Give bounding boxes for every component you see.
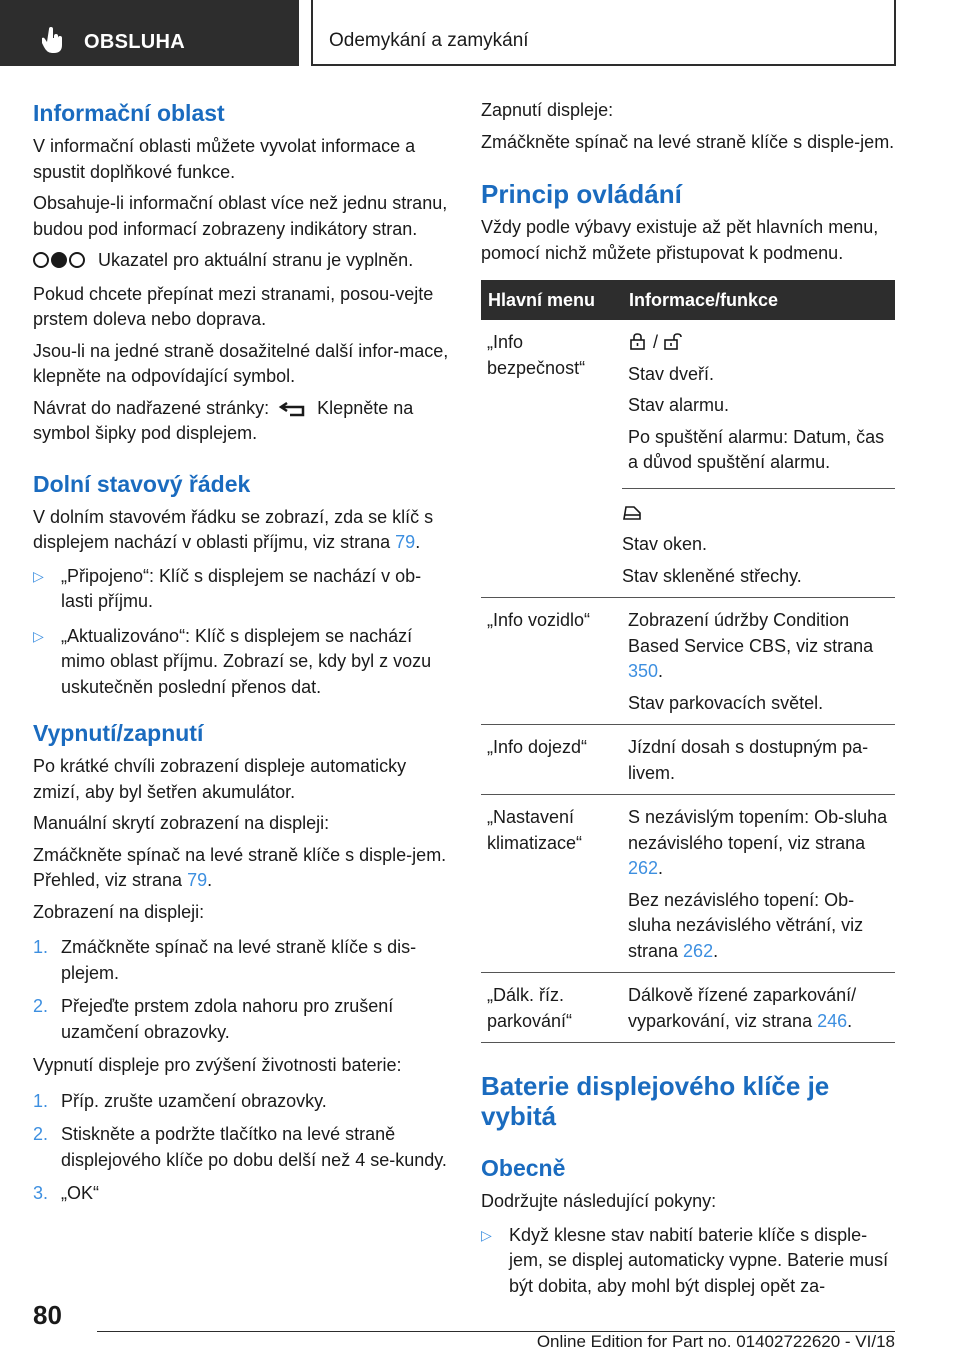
table-cell: / Stav dveří. Stav alarmu. Po spuštění alarmu: Datum, čas a důvod spuštění alarmu. Stav oken. Stav skleněné střechy. xyxy=(622,320,895,598)
table-cell: S nezávislým topením: Ob‐sluha nezávislého topení, viz strana 262. Bez nezávislého topení: Ob‐sluha nezávislého větrání, viz strana 262. xyxy=(622,795,895,973)
paragraph: Zmáčkněte spínač na levé straně klíče s disple‐jem. Přehled, viz strana 79. xyxy=(33,844,447,890)
table-cell xyxy=(622,725,895,795)
table-cell: „Nastavení klimatizace“ xyxy=(481,795,622,973)
list-item: 2. Přejeďte prstem zdola nahoru pro zrušení uzamčení obrazovky. xyxy=(33,996,394,1042)
page-link[interactable]: 350 xyxy=(628,661,659,681)
page-link[interactable]: 79 xyxy=(395,532,416,552)
paragraph: Obsahuje-li informační oblast více než jednu stranu, budou pod informací zobrazeny indikátory stran. xyxy=(33,193,448,239)
bullet-list xyxy=(481,1223,895,1300)
page-link[interactable]: 79 xyxy=(187,870,208,890)
table-cell: „Info vozidlo“ xyxy=(481,598,622,725)
heading-on-off: Vypnutí/zapnutí xyxy=(33,720,204,746)
table-row xyxy=(481,973,895,1043)
bullet-list xyxy=(33,564,453,701)
left-column xyxy=(33,98,453,1215)
paragraph: Pokud chcete přepínat mezi stranami, posou‐vejte prstem doleva nebo doprava. xyxy=(33,283,434,329)
back-arrow-icon xyxy=(278,401,308,417)
paragraph: Manuální skrytí zobrazení na displeji: xyxy=(33,813,330,833)
cell-text: Stav oken. xyxy=(622,534,708,554)
heading-battery: Baterie displejového klíče je vybitá xyxy=(481,1071,830,1131)
page-link[interactable]: 262 xyxy=(628,858,659,878)
table-cell: „Dálk. říz. parkování“ xyxy=(481,973,622,1043)
cell-text: Stav skleněné střechy. xyxy=(622,565,802,586)
table-row xyxy=(481,725,895,795)
back-text-2: Klepněte na symbol šipky pod displejem. xyxy=(33,397,414,443)
table-cell: Zobrazení údržby Condition Based Service CBS, viz strana 350. Stav parkovacích světel. xyxy=(622,598,895,725)
list-item: 1. Příp. zrušte uzamčení obrazovky. xyxy=(33,1090,327,1111)
list-item: ▷ „Připojeno“: Klíč s displejem se nachází v ob‐lasti příjmu. xyxy=(33,565,422,611)
paragraph xyxy=(33,396,453,447)
footer-edition: Online Edition for Part no. 01402722620 - VI/18 xyxy=(536,1332,895,1351)
cell-text: Jízdní dosah s dostupným pa‐livem. xyxy=(628,737,869,783)
table-row xyxy=(481,795,895,973)
list-item: 2. Stiskněte a podržte tlačítko na levé straně displejového klíče po dobu delší než 4 se‐kundy. xyxy=(33,1124,447,1170)
list-item: 1. Zmáčkněte spínač na levé straně klíče s dis‐plejem. xyxy=(33,937,417,983)
list-item: 3. „OK“ xyxy=(33,1183,99,1203)
paragraph: Zmáčkněte spínač na levé straně klíče s disple‐jem. xyxy=(481,131,895,152)
list-item: ▷ „Aktualizováno“: Klíč s displejem se nachází mimo oblast příjmu. Zobrazí se, kdy byl z vozu uskutečněn poslední přenos dat. xyxy=(33,625,432,697)
indicator-text: Ukazatel pro aktuální stranu je vyplněn. xyxy=(98,250,414,270)
paragraph: Vypnutí displeje pro zvýšení životnosti baterie: xyxy=(33,1055,402,1075)
table-row xyxy=(481,320,895,598)
paragraph: Dodržujte následující pokyny: xyxy=(481,1191,717,1211)
heading-principle: Princip ovládání xyxy=(481,179,682,209)
numbered-list xyxy=(33,935,453,1045)
paragraph: Po krátké chvíli zobrazení displeje automaticky zmizí, aby byl šetřen akumulátor. xyxy=(33,756,407,802)
cell-text: Stav dveří. xyxy=(628,363,715,384)
numbered-list xyxy=(33,1089,453,1207)
table-cell: „Info bezpečnost“ xyxy=(481,320,622,598)
paragraph: Zobrazení na displeji: xyxy=(33,901,205,922)
table-header: Hlavní menu xyxy=(481,280,622,320)
heading-info-area: Informační oblast xyxy=(33,100,225,126)
cell-text: Stav alarmu. xyxy=(628,395,730,415)
hand-icon xyxy=(42,27,64,53)
cell-text: Stav parkovacích světel. xyxy=(628,692,824,713)
section-title: OBSLUHA xyxy=(84,31,185,53)
paragraph xyxy=(33,248,453,276)
paragraph: V informační oblasti můžete vyvolat informace a spustit doplňkové funkce. xyxy=(33,136,416,182)
cell-text: Po spuštění alarmu: Datum, čas a důvod spuštění alarmu. xyxy=(628,426,885,472)
chapter-title: Odemykání a zamykání xyxy=(329,30,529,51)
lock-open-icon xyxy=(663,333,683,351)
paragraph: Zapnutí displeje: xyxy=(481,100,614,120)
list-item: ▷ Když klesne stav nabití baterie klíče s disple‐jem, se displej automaticky vypne. Baterie musí být dobita, aby mohl být displej opět za‐ xyxy=(481,1224,889,1296)
chapter-box xyxy=(311,0,896,66)
lock-closed-icon xyxy=(628,333,648,351)
table-row xyxy=(481,598,895,725)
paragraph: Jsou-li na jedné straně dosažitelné další infor‐mace, klepněte na odpovídající symbol. xyxy=(33,340,449,386)
heading-status-row: Dolní stavový řádek xyxy=(33,470,251,497)
table-cell: „Info dojezd“ xyxy=(481,725,622,795)
window-icon xyxy=(622,504,642,522)
page-number: 80 xyxy=(33,1300,62,1330)
sub-divider xyxy=(622,488,895,590)
table-header: Informace/funkce xyxy=(622,280,895,320)
paragraph: V dolním stavovém řádku se zobrazí, zda se klíč s displejem nachází v oblasti příjmu, viz strana 79. xyxy=(33,506,434,552)
paragraph: Vždy podle výbavy existuje až pět hlavních menu, pomocí nichž můžete přistupovat k podmenu. xyxy=(481,217,879,263)
back-text: Návrat do nadřazené stránky: xyxy=(33,397,270,418)
page-indicator-icon xyxy=(33,250,87,276)
section-tab xyxy=(0,0,299,66)
table-cell: Dálkově řízené zaparkování/ vyparkování, viz strana 246. xyxy=(622,973,895,1043)
right-column xyxy=(481,98,895,1308)
menu-table xyxy=(481,280,895,1043)
page-link[interactable]: 262 xyxy=(683,940,714,961)
page-link[interactable]: 246 xyxy=(817,1010,848,1031)
heading-general: Obecně xyxy=(481,1155,566,1181)
